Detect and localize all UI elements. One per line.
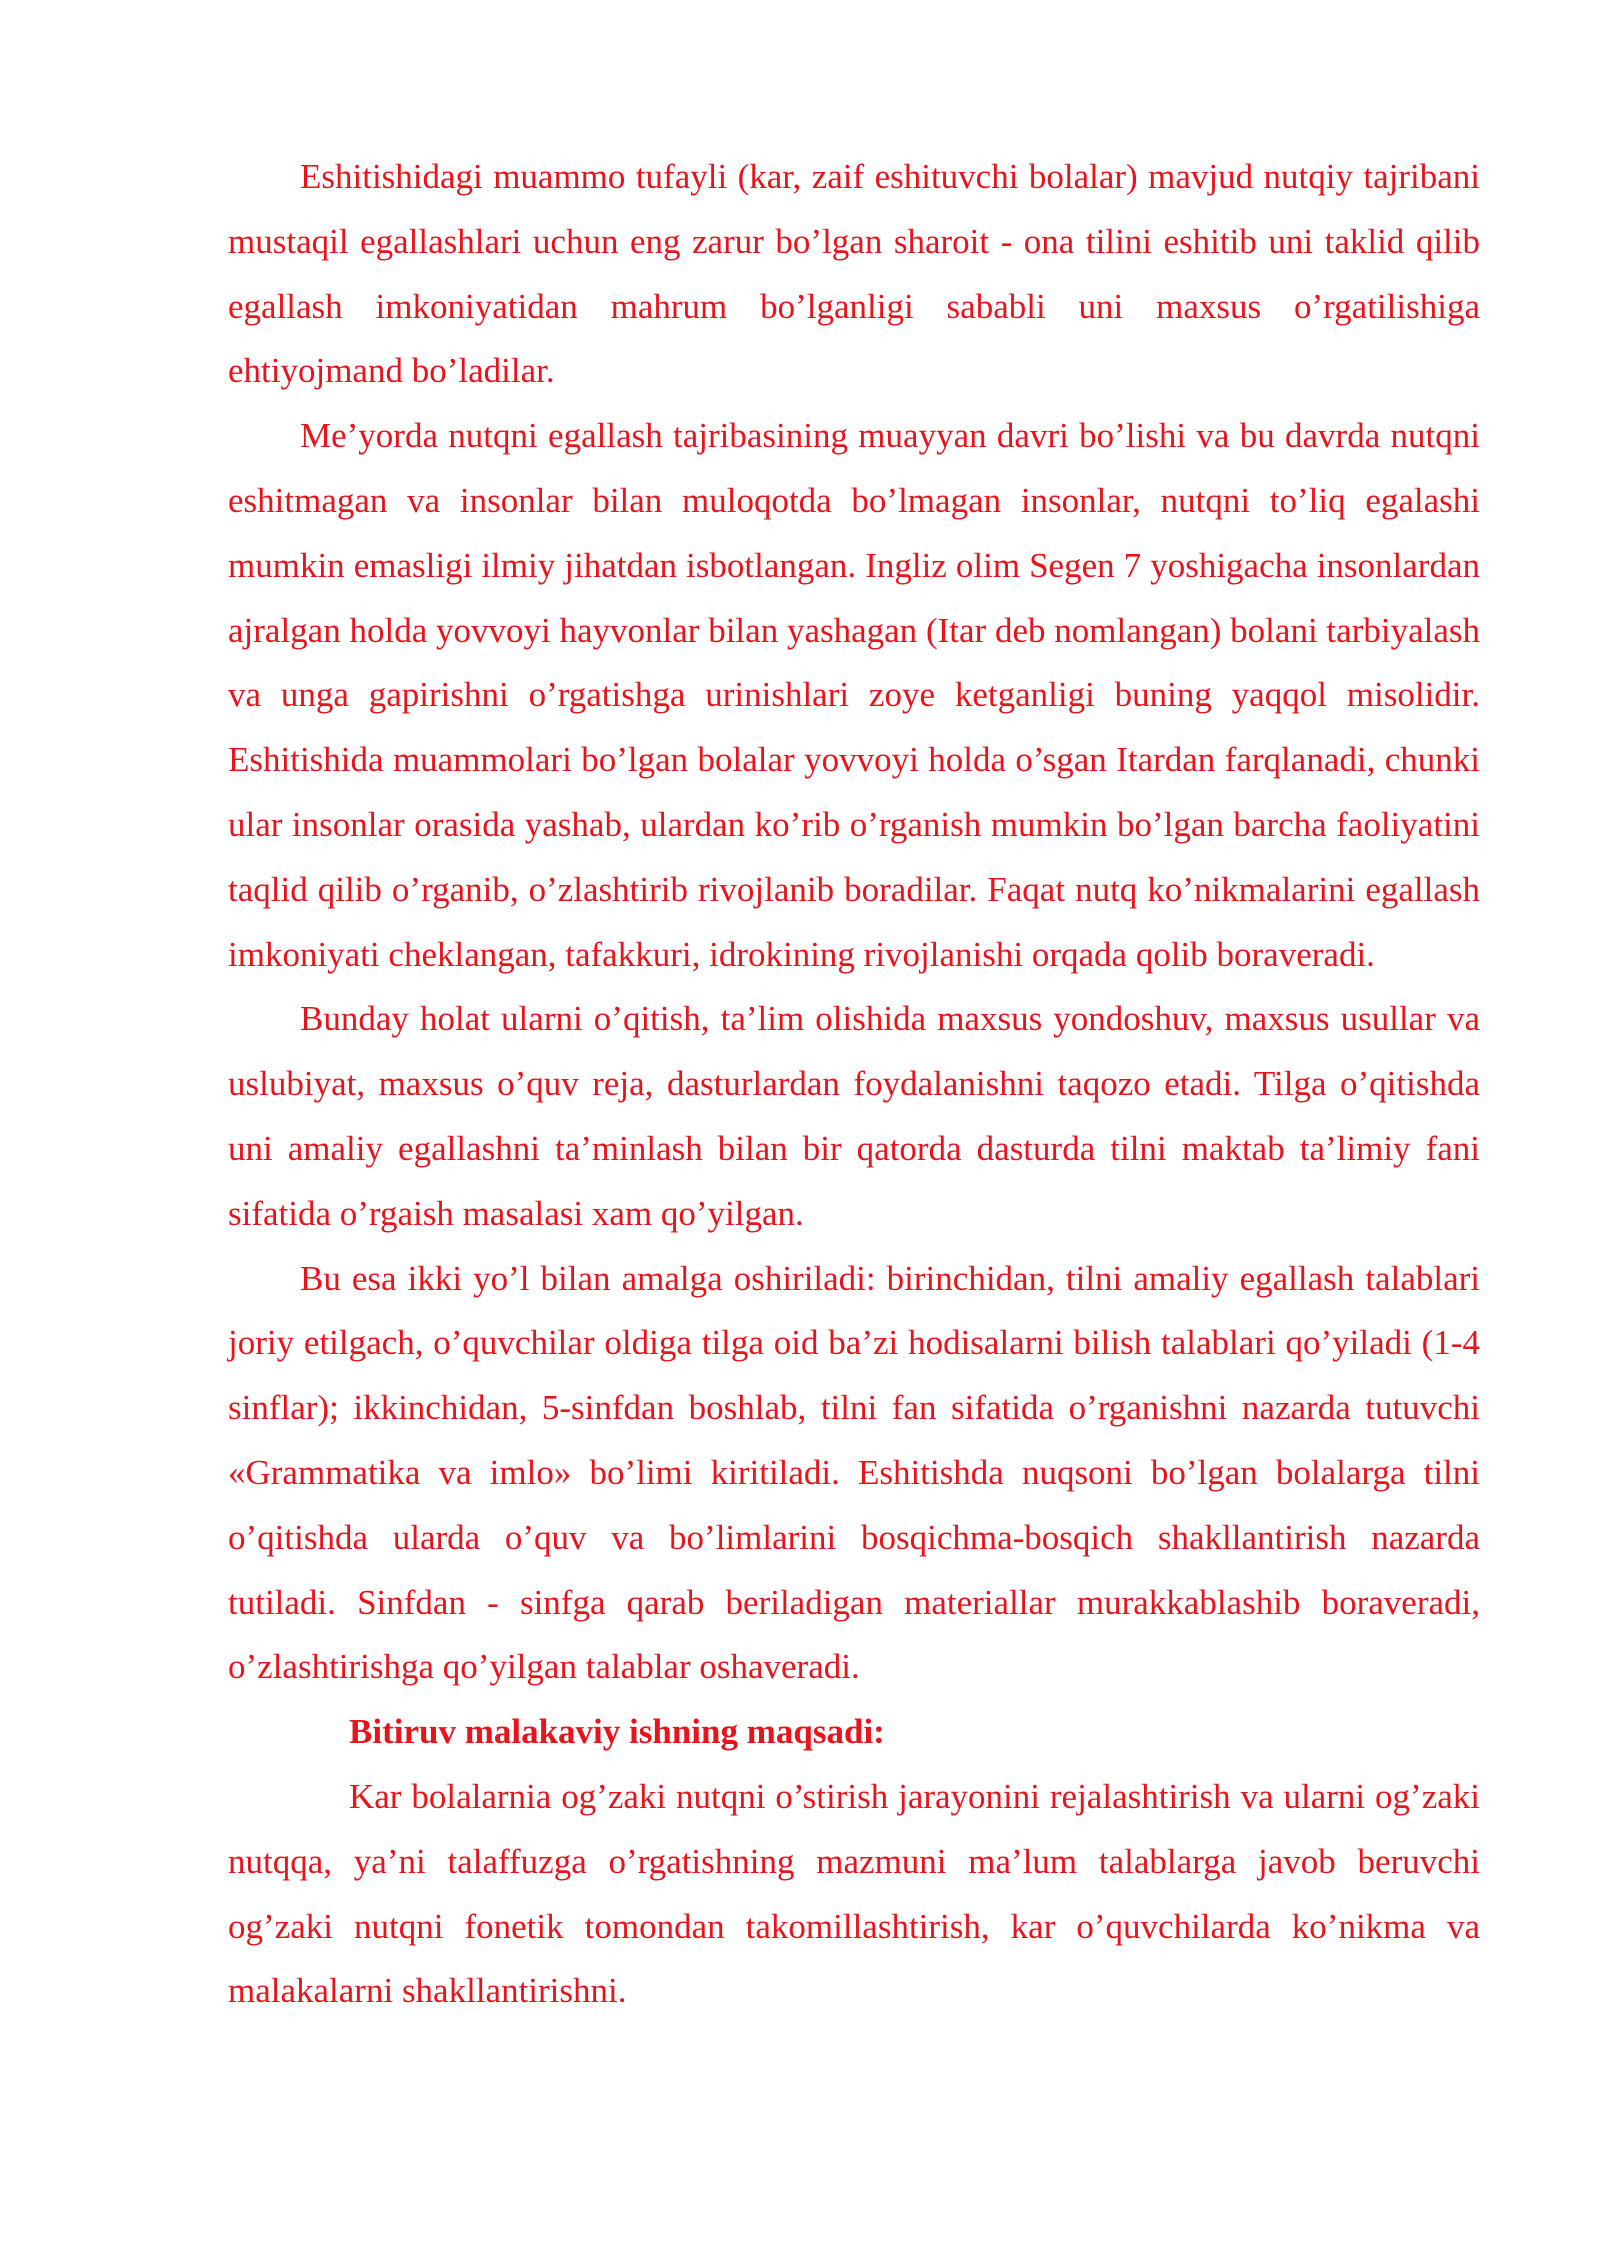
section-heading: Bitiruv malakaviy ishning maqsadi: bbox=[349, 1712, 885, 1752]
paragraph-3: Bunday holat ularni o’qitish, ta’lim olishida maxsus yondoshuv, maxsus usullar va uslubiyat, maxsus o’quv reja, dasturlardan foydalanishni taqozo etadi. Tilga o’qitishda uni amaliy egallashni ta’minlash bilan bir qatorda dasturda tilni maktab ta’limiy fani sifatida o’rgaish masalasi xam qo’yilgan. bbox=[228, 999, 1480, 1233]
paragraph-2: Me’yorda nutqni egallash tajribasining muayyan davri bo’lishi va bu davrda nutqni eshitmagan va insonlar bilan muloqotda bo’lmagan insonlar, nutqni to’liq egalashi mumkin emasligi ilmiy jihatdan isbotlangan. Ingliz olim Segen 7 yoshigacha insonlardan ajralgan holda yovvoyi hayvonlar bilan yashagan (Itar deb nomlangan) bolani tarbiyalash va unga gapirishni o’rgatishga urinishlari zoye ketganligi buning yaqqol misolidir. Eshitishida muammolari bo’lgan bolalar yovvoyi holda o’sgan Itardan farqlanadi, chunki ular insonlar orasida yashab, ulardan ko’rib o’rganish mumkin bo’lgan barcha faoliyatini taqlid qilib o’rganib, o’zlashtirib rivojlanib boradilar. Faqat nutq ko’nikmalarini egallash imkoniyati cheklangan, tafakkuri, idrokining rivojlanishi orqada qolib boraveradi. bbox=[228, 416, 1480, 974]
paragraph-final: Kar bolalarnia og’zaki nutqni o’stirish jarayonini rejalashtirish va ularni og’zaki nutqqa, ya’ni talaffuzga o’rgatishning mazmuni ma’lum talablarga javob beruvchi og’zaki nutqni fonetik tomondan takomillashtirish, kar o’quvchilarda ko’nikma va malakalarni shakllantirishni. bbox=[228, 1776, 1480, 2011]
paragraph-1: Eshitishidagi muammo tufayli (kar, zaif eshituvchi bolalar) mavjud nutqiy tajribani mustaqil egallashlari uchun eng zarur bo’lgan sharoit - ona tilini eshitib uni taklid qilib egallash imkoniyatidan mahrum bo’lganligi sababli uni maxsus o’rgatilishiga ehtiyojmand bo’ladilar. bbox=[228, 157, 1480, 391]
document-page bbox=[228, 145, 1480, 2024]
paragraph-4: Bu esa ikki yo’l bilan amalga oshiriladi: birinchidan, tilni amaliy egallash talablari joriy etilgach, o’quvchilar oldiga tilga oid ba’zi hodisalarni bilish talablari qo’yiladi (1-4 sinflar); ikkinchidan, 5-sinfdan boshlab, tilni fan sifatida o’rganishni nazarda tutuvchi «Grammatika va imlo» bo’limi kiritiladi. Eshitishda nuqsoni bo’lgan bolalarga tilni o’qitishda ularda o’quv va bo’limlarini bosqichma-bosqich shakllantirish nazarda tutiladi. Sinfdan - sinfga qarab beriladigan materiallar murakkablashib boraveradi, o’zlashtirishga qo’yilgan talablar oshaveradi. bbox=[228, 1258, 1480, 1687]
